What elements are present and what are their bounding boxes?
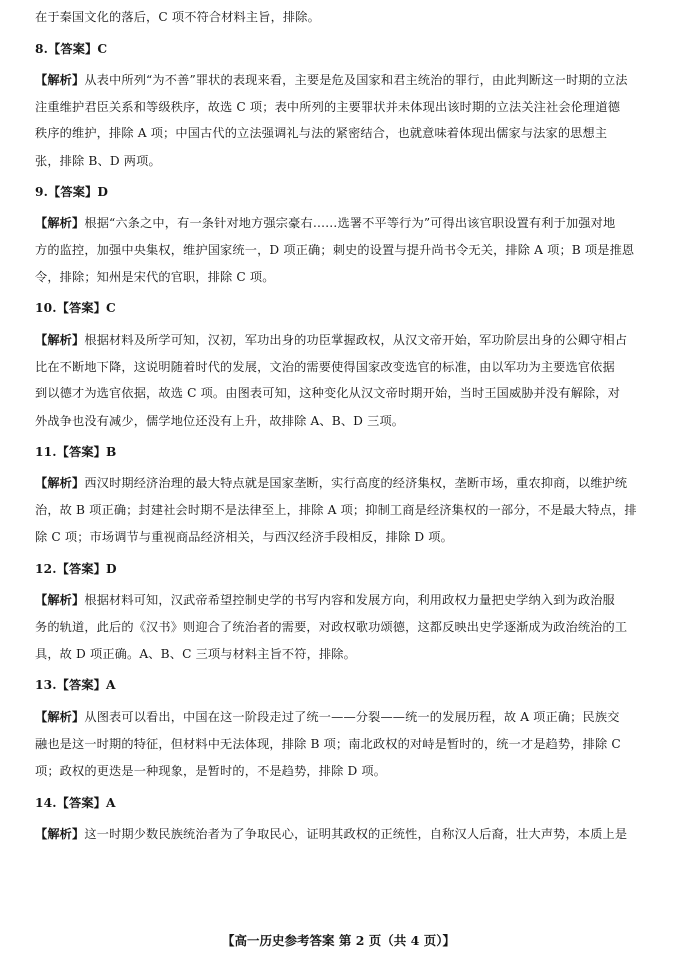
analysis-line: 务的轨道，此后的《汉书》则迎合了统治者的需要，对政权歌功颂德，这都反映出史学逐渐成为政治统治的工	[35, 620, 628, 634]
analysis-line: 【解析】根据材料及所学可知，汉初，军功出身的功臣掌握政权，从汉文帝开始，军功阶层出身的公卿守相占	[35, 333, 628, 347]
analysis-line: 【解析】根据“六条之中，有一条针对地方强宗豪右……选署不平等行为”可得出该官职设置有利于加强对地	[35, 216, 616, 230]
analysis-label: 【解析】	[35, 333, 85, 347]
analysis-line: 除 C 项；市场调节与重视商品经济相关，与西汉经济手段相反，排除 D 项。	[35, 530, 453, 544]
analysis-label: 【解析】	[35, 73, 85, 87]
analysis-label: 【解析】	[35, 593, 85, 607]
analysis-line: 在于秦国文化的落后，C 项不符合材料主旨，排除。	[35, 10, 320, 24]
analysis-line: 【解析】这一时期少数民族统治者为了争取民心，证明其政权的正统性，自称汉人后裔，壮大声势，本质上是	[35, 827, 628, 841]
answer-heading: 8.【答案】C	[35, 42, 108, 56]
answer-heading: 14.【答案】A	[35, 796, 116, 810]
analysis-line: 【解析】从表中所列“为不善”罪状的表现来看，主要是危及国家和君主统治的罪行，由此判断这一时期的立法	[35, 73, 628, 87]
answer-heading: 13.【答案】A	[35, 678, 116, 692]
analysis-line: 外战争也没有减少，儒学地位还没有上升，故排除 A、B、D 三项。	[35, 414, 405, 428]
analysis-line: 【解析】西汉时期经济治理的最大特点就是国家垄断，实行高度的经济集权，垄断市场，重农抑商，以维护统	[35, 476, 628, 490]
analysis-line: 注重维护君臣关系和等级秩序，故选 C 项；表中所列的主要罪状并未体现出该时期的立法关注社会伦理道德	[35, 100, 621, 114]
page-footer: 【高一历史参考答案 第 2 页（共 4 页）】	[222, 933, 455, 948]
analysis-line: 治，故 B 项正确；封建社会时期不是法律至上，排除 A 项；抑制工商是经济集权的一部分，不是最大特点，排	[35, 503, 637, 517]
analysis-line: 令，排除；知州是宋代的官职，排除 C 项。	[35, 270, 275, 284]
answer-heading: 11.【答案】B	[35, 445, 117, 459]
analysis-label: 【解析】	[35, 216, 85, 230]
analysis-line: 融也是这一时期的特征，但材料中无法体现，排除 B 项；南北政权的对峙是暂时的，统一才是趋势，排除 C	[35, 737, 621, 751]
analysis-label: 【解析】	[35, 476, 85, 490]
answer-heading: 12.【答案】D	[35, 562, 117, 576]
analysis-line: 【解析】从图表可以看出，中国在这一阶段走过了统一——分裂——统一的发展历程，故 A 项正确；民族交	[35, 710, 620, 724]
answer-heading: 10.【答案】C	[35, 301, 116, 315]
analysis-line: 方的监控，加强中央集权，维护国家统一，D 项正确；刺史的设置与提升尚书令无关，排除 A 项；B 项是推恩	[35, 243, 635, 257]
analysis-line: 项；政权的更迭是一种现象，是暂时的，不是趋势，排除 D 项。	[35, 764, 387, 778]
analysis-label: 【解析】	[35, 827, 85, 841]
analysis-line: 张，排除 B、D 两项。	[35, 154, 161, 168]
analysis-line: 具，故 D 项正确。A、B、C 三项与材料主旨不符，排除。	[35, 647, 356, 661]
analysis-line: 【解析】根据材料可知，汉武帝希望控制史学的书写内容和发展方向，利用政权力量把史学纳入到为政治服	[35, 593, 615, 607]
answer-heading: 9.【答案】D	[35, 185, 109, 199]
analysis-label: 【解析】	[35, 710, 85, 724]
analysis-line: 比在不断地下降，这说明随着时代的发展，文治的需要使得国家改变选官的标准，由以军功为主要选官依据	[35, 360, 615, 374]
analysis-line: 到以德才为选官依据，故选 C 项。由图表可知，这种变化从汉文帝时期开始，当时王国威胁并没有解除，对	[35, 386, 621, 400]
analysis-line: 秩序的维护，排除 A 项；中国古代的立法强调礼与法的紧密结合，也就意味着体现出儒家与法家的思想主	[35, 126, 608, 140]
